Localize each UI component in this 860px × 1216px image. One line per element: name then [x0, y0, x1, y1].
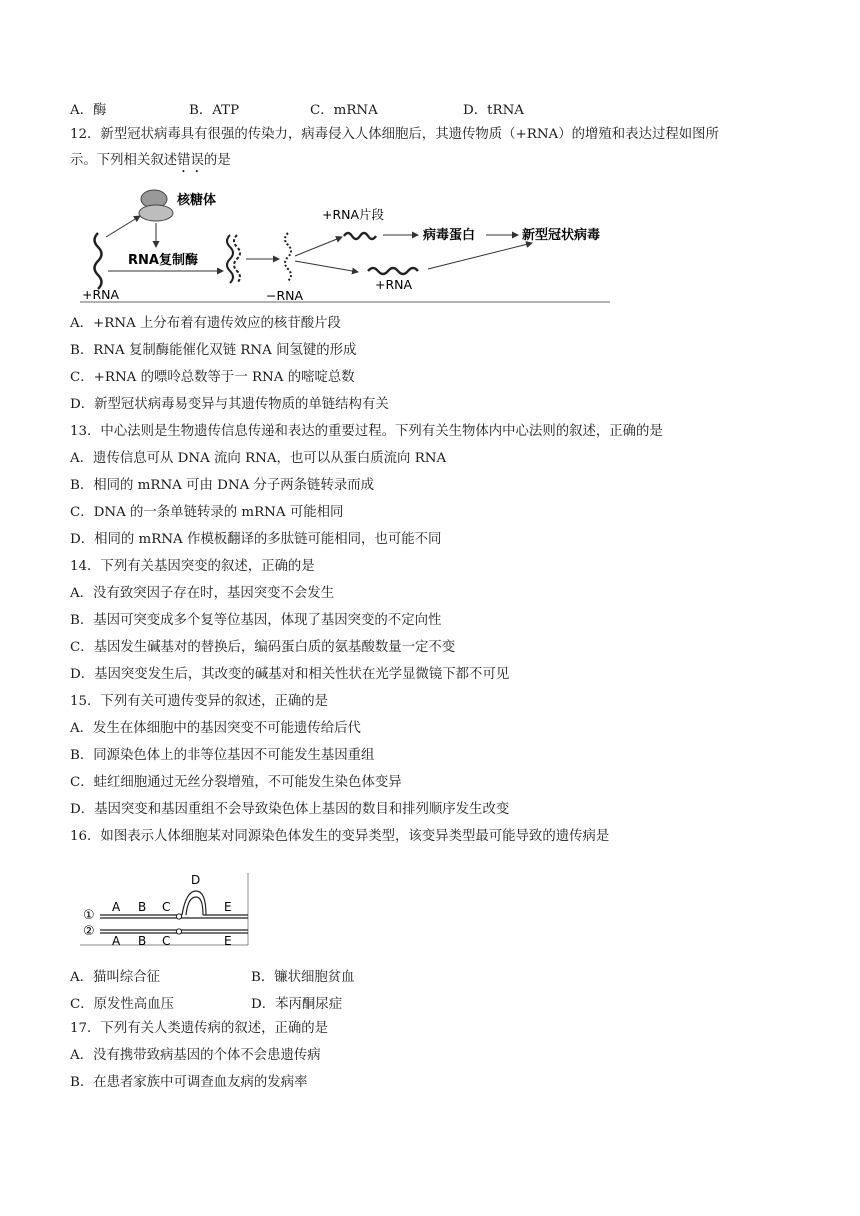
plus-rna-right-label: +RNA	[375, 277, 413, 292]
chromosome-2-label: ②	[83, 924, 95, 939]
q17-stem: 17．下列有关人类遗传病的叙述，正确的是	[70, 1021, 329, 1036]
q16-option-b: B．镰状细胞贫血	[251, 970, 355, 985]
q15-option-a: A．发生在体细胞中的基因突变不可能遗传给后代	[70, 721, 361, 736]
q16-options-row2	[70, 993, 342, 1012]
q12-option-b: B．RNA 复制酶能催化双链 RNA 间氢键的形成	[70, 343, 357, 358]
viral-protein-label: 病毒蛋白	[423, 228, 476, 243]
minus-rna-strand	[285, 233, 291, 281]
plus-rna-fragment-strand	[344, 233, 376, 239]
double-strand-rna	[227, 235, 240, 283]
q13-option-d: D．相同的 mRNA 作模板翻译的多肽链可能相同，也可能不同	[70, 532, 442, 547]
gene-b-top: B	[138, 900, 147, 914]
q14-option-d: D．基因突变发生后，其改变的碱基对和相关性状在光学显微镜下都不可见	[70, 667, 510, 682]
rna-replicase-label: RNA复制酶	[128, 253, 198, 268]
q14-option-a: A．没有致突因子存在时，基因突变不会发生	[70, 586, 335, 601]
q17-option-b: B．在患者家族中可调查血友病的发病率	[70, 1075, 308, 1090]
q12-stem-before: 示。下列相关叙述	[70, 153, 178, 168]
q12-stem-emphasis: 错误	[177, 153, 204, 168]
q13-option-a: A．遗传信息可从 DNA 流向 RNA，也可以从蛋白质流向 RNA	[70, 451, 447, 466]
q13-stem: 13．中心法则是生物遗传信息传递和表达的重要过程。下列有关生物体内中心法则的叙述，正确的是	[70, 424, 663, 439]
q16-option-c: C．原发性高血压	[70, 997, 174, 1012]
q16-options-row1	[70, 966, 355, 985]
q11-option-c: C．mRNA	[310, 103, 378, 118]
gene-a-bottom: A	[112, 934, 121, 948]
plus-rna-strand-right	[368, 268, 418, 274]
q12-stem-after: 的是	[203, 153, 231, 168]
q15-option-b: B．同源染色体上的非等位基因不可能发生基因重组	[70, 748, 375, 763]
gene-e-bottom: E	[224, 934, 232, 948]
q17-option-a: A．没有携带致病基因的个体不会患遗传病	[70, 1048, 321, 1063]
q14-option-b: B．基因可突变成多个复等位基因，体现了基因突变的不定向性	[70, 613, 442, 628]
plus-rna-fragment-label: +RNA片段	[322, 207, 385, 222]
ribosome-label: 核糖体	[177, 193, 217, 208]
q12-option-a: A．+RNA 上分布着有遗传效应的核苷酸片段	[70, 316, 341, 331]
q12-stem-line1: 12．新型冠状病毒具有很强的传染力，病毒侵入人体细胞后，其遗传物质（+RNA）的增殖和表达过程如图所	[70, 127, 719, 142]
q14-option-c: C．基因发生碱基对的替换后，编码蛋白质的氨基酸数量一定不变	[70, 640, 456, 655]
plus-rna-left-label: +RNA	[82, 287, 120, 302]
gene-b-bottom: B	[138, 934, 147, 948]
q11-option-d: D．tRNA	[463, 103, 524, 118]
gene-d-top: D	[191, 873, 201, 887]
q12-option-d: D．新型冠状病毒易变异与其遗传物质的单链结构有关	[70, 397, 389, 412]
ribosome-icon	[139, 190, 173, 221]
q14-stem: 14．下列有关基因突变的叙述，正确的是	[70, 559, 315, 574]
gene-a-top: A	[112, 900, 121, 914]
plus-rna-strand-left	[95, 233, 102, 289]
q12-virus-replication-diagram	[80, 183, 612, 305]
q15-option-c: C．蛙红细胞通过无丝分裂增殖，不可能发生染色体变异	[70, 775, 402, 790]
q13-option-b: B．相同的 mRNA 可由 DNA 分子两条链转录而成	[70, 478, 375, 493]
q12-option-c: C．+RNA 的嘌呤总数等于一 RNA 的嘧啶总数	[70, 370, 355, 385]
q11-option-a: A．酶	[70, 103, 107, 118]
q11-option-b: B．ATP	[189, 103, 240, 118]
chromosome-1-label: ①	[83, 908, 95, 923]
q16-option-d: D．苯丙酮尿症	[251, 997, 343, 1012]
q11-options	[70, 99, 710, 117]
q16-chromosome-diagram	[80, 871, 252, 949]
q12-stem-line2	[70, 152, 231, 176]
q13-option-c: C．DNA 的一条单链转录的 mRNA 可能相同	[70, 505, 344, 520]
new-virus-label: 新型冠状病毒	[522, 228, 601, 243]
minus-rna-label: −RNA	[266, 288, 304, 303]
gene-c-bottom: C	[162, 934, 171, 948]
gene-e-top: E	[224, 900, 232, 914]
gene-c-top: C	[162, 900, 171, 914]
q15-option-d: D．基因突变和基因重组不会导致染色体上基因的数目和排列顺序发生改变	[70, 802, 510, 817]
q15-stem: 15．下列有关可遗传变异的叙述，正确的是	[70, 694, 329, 709]
q16-option-a: A．猫叫综合征	[70, 970, 161, 985]
q16-stem: 16．如图表示人体细胞某对同源染色体发生的变异类型，该变异类型最可能导致的遗传病是	[70, 829, 610, 844]
